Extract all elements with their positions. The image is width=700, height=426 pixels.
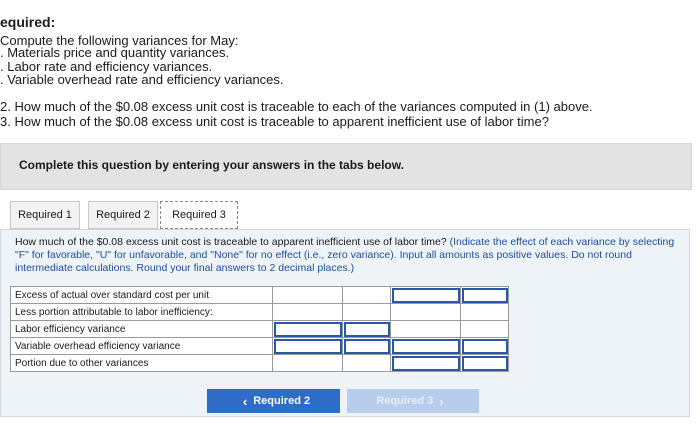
effect-select [343,355,391,372]
amount-input[interactable] [391,355,461,372]
instruction-bar [0,143,692,190]
effect-select[interactable] [461,287,509,304]
chevron-left-icon: ‹ [242,393,248,409]
row-label: Labor efficiency variance [11,321,273,338]
table-row [11,355,509,372]
requirement-1a: . Materials price and quantity variances. [0,45,230,60]
table-row [11,287,509,304]
amount-input [391,321,461,338]
amount-input [391,304,461,321]
amount-input[interactable] [273,321,343,338]
prev-button-label: Required 2 [253,395,311,407]
effect-select [461,304,509,321]
effect-select [461,321,509,338]
tab-required-1[interactable]: Required 1 [10,201,80,229]
requirement-2: 2. How much of the $0.08 excess unit cost is traceable to each of the variances computed in (1) above. [0,99,593,114]
effect-select[interactable] [343,287,391,304]
prev-required-button[interactable] [207,389,340,413]
requirements-title: equired: [0,14,56,30]
row-label: Portion due to other variances [11,355,273,372]
tab-required-3[interactable]: Required 3 [160,201,238,229]
requirement-1: Compute the following variances for May: [0,33,239,48]
amount-input[interactable] [391,338,461,355]
table-row [11,338,509,355]
chevron-right-icon: › [439,393,444,409]
table-row [11,321,509,338]
next-button-label: Required 3 [376,395,434,407]
answer-table [10,286,509,372]
tab-required-2[interactable]: Required 2 [88,201,158,229]
effect-select[interactable] [343,321,391,338]
amount-input [273,304,343,321]
amount-input [273,355,343,372]
effect-select[interactable] [343,338,391,355]
row-label: Less portion attributable to labor inefficiency: [11,304,273,321]
requirement-1c: . Variable overhead rate and efficiency variances. [0,72,284,87]
instruction-text: Complete this question by entering your answers in the tabs below. [19,158,404,172]
effect-select[interactable] [461,355,509,372]
requirement-1b: . Labor rate and efficiency variances. [0,59,213,74]
row-label: Variable overhead efficiency variance [11,338,273,355]
requirement-3: 3. How much of the $0.08 excess unit cost is traceable to apparent inefficient use of labor time? [0,114,549,129]
row-label: Excess of actual over standard cost per unit [11,287,273,304]
next-required-button[interactable] [347,389,479,413]
amount-input[interactable] [273,338,343,355]
effect-select [343,304,391,321]
effect-select[interactable] [461,338,509,355]
table-row [11,304,509,321]
amount-input[interactable] [391,287,461,304]
question-hint: (Indicate the effect of each variance by selecting "F" for favorable, "U" for unfavorable, and "None" for no effect (i.e., zero variance). Input all amounts as positive values. Do not round intermediate calculations. Round your final answers to 2 decimal places.) [15,236,675,274]
amount-input[interactable] [273,287,343,304]
question-main: How much of the $0.08 excess unit cost is traceable to apparent inefficient use of labor time? [15,236,447,248]
question-text [15,236,680,275]
